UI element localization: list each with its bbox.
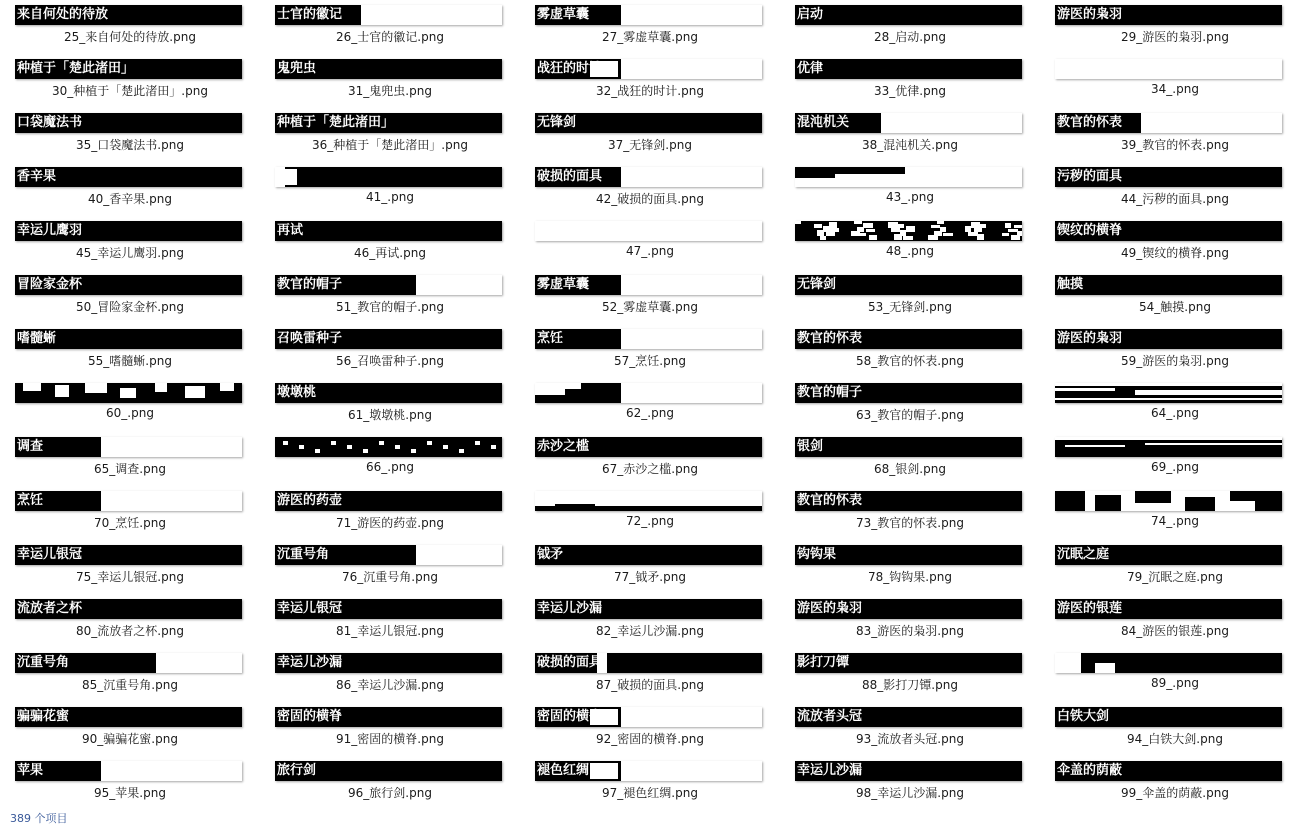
file-name-label: 80_流放者之杯.png (76, 624, 184, 638)
thumbnail-text: 口袋魔法书 (17, 115, 83, 130)
thumbnail-text: 触摸 (1057, 277, 1084, 292)
file-name-label: 72_.png (626, 514, 674, 528)
file-thumbnail (795, 761, 1022, 781)
file-item[interactable] (1040, 54, 1296, 108)
file-thumbnail (1055, 761, 1282, 781)
file-name-label: 71_游医的药壶.png (336, 516, 444, 530)
file-thumbnail (795, 221, 1022, 241)
file-item[interactable] (780, 54, 1040, 108)
file-name-label: 82_幸运儿沙漏.png (596, 624, 704, 638)
file-item[interactable] (520, 648, 780, 702)
thumbnail-text: 鬼兜虫 (277, 61, 317, 76)
file-item[interactable] (520, 324, 780, 378)
file-item[interactable] (260, 648, 520, 702)
file-item[interactable] (1040, 216, 1296, 270)
file-thumbnail (795, 653, 1022, 673)
file-name-label: 47_.png (626, 244, 674, 258)
thumbnail-text: 教官的怀表 (797, 493, 863, 508)
file-thumbnail (795, 599, 1022, 619)
file-thumbnail (275, 761, 502, 781)
thumbnail-text: 游医的银莲 (1057, 601, 1123, 616)
file-name-label: 75_幸运儿银冠.png (76, 570, 184, 584)
file-thumbnail (535, 113, 762, 133)
thumbnail-text: 密固的横脊 (537, 709, 603, 724)
file-item[interactable] (0, 594, 260, 648)
file-name-label: 57_烹饪.png (614, 354, 686, 368)
thumbnail-text: 教官的怀表 (1057, 115, 1123, 130)
file-name-label: 70_烹饪.png (94, 516, 166, 530)
file-item[interactable] (260, 540, 520, 594)
file-item[interactable] (1040, 162, 1296, 216)
file-item[interactable] (520, 702, 780, 756)
file-name-label: 49_锲纹的横脊.png (1121, 246, 1229, 260)
file-thumbnail (275, 59, 502, 79)
thumbnail-text: 幸运儿沙漏 (537, 601, 603, 616)
file-name-label: 76_沉重号角.png (342, 570, 438, 584)
file-name-label: 65_调查.png (94, 462, 166, 476)
file-thumbnail (275, 491, 502, 511)
file-item[interactable] (260, 702, 520, 756)
file-item[interactable] (260, 486, 520, 540)
file-name-label: 94_白铁大剑.png (1127, 732, 1223, 746)
file-name-label: 41_.png (366, 190, 414, 204)
thumbnail-text: 幸运儿沙漏 (277, 655, 343, 670)
file-thumbnail (275, 5, 502, 25)
file-item[interactable] (0, 54, 260, 108)
file-item[interactable] (780, 108, 1040, 162)
file-thumbnail (795, 383, 1022, 403)
thumbnail-text: 钺矛 (537, 547, 564, 562)
file-item[interactable] (780, 0, 1040, 54)
file-item[interactable] (1040, 108, 1296, 162)
file-name-label: 62_.png (626, 406, 674, 420)
file-name-label: 88_影打刀镡.png (862, 678, 958, 692)
thumbnail-text: 烹饪 (17, 493, 44, 508)
file-thumbnail (535, 707, 762, 727)
file-name-label: 91_密固的横脊.png (336, 732, 444, 746)
file-name-label: 51_教官的帽子.png (336, 300, 444, 314)
thumbnail-text: 破损的面具 (537, 169, 603, 184)
file-thumbnail (795, 545, 1022, 565)
file-thumbnail (275, 653, 502, 673)
file-item[interactable] (0, 108, 260, 162)
file-name-label: 55_嗜髓蜥.png (88, 354, 172, 368)
file-name-label: 64_.png (1151, 406, 1199, 420)
file-thumbnail (535, 437, 762, 457)
file-item[interactable] (1040, 270, 1296, 324)
file-item[interactable] (780, 324, 1040, 378)
thumbnail-text: 骗骗花蜜 (17, 709, 70, 724)
file-name-label: 74_.png (1151, 514, 1199, 528)
thumbnail-text: 沉眠之庭 (1057, 547, 1110, 562)
file-name-label: 60_.png (106, 406, 154, 420)
file-item[interactable] (780, 648, 1040, 702)
file-name-label: 25_来自何处的待放.png (64, 30, 196, 44)
file-thumbnail (1055, 167, 1282, 187)
thumbnail-text: 幸运儿沙漏 (797, 763, 863, 778)
thumbnail-text: 沉重号角 (277, 547, 330, 562)
thumbnail-text: 流放者之杯 (17, 601, 83, 616)
file-name-label: 89_.png (1151, 676, 1199, 690)
file-thumbnail (535, 653, 762, 673)
file-name-label: 69_.png (1151, 460, 1199, 474)
file-thumbnail (535, 59, 762, 79)
thumbnail-text: 幸运儿银冠 (17, 547, 83, 562)
file-thumbnail (275, 113, 502, 133)
file-thumbnail (1055, 275, 1282, 295)
file-thumbnail (535, 491, 762, 511)
file-thumbnail (275, 599, 502, 619)
file-name-label: 73_教官的怀表.png (856, 516, 964, 530)
file-item[interactable] (520, 486, 780, 540)
file-thumbnail (15, 761, 242, 781)
file-item[interactable] (1040, 540, 1296, 594)
file-name-label: 33_优律.png (874, 84, 946, 98)
file-name-label: 37_无锋剑.png (608, 138, 692, 152)
file-thumbnail (275, 329, 502, 349)
file-thumbnail (15, 221, 242, 241)
file-name-label: 52_雾虚草囊.png (602, 300, 698, 314)
thumbnail-text: 墩墩桃 (277, 385, 317, 400)
thumbnail-text: 伞盖的荫蔽 (1057, 763, 1123, 778)
thumbnail-text: 沉重号角 (17, 655, 70, 670)
file-item[interactable] (520, 540, 780, 594)
file-item[interactable] (780, 594, 1040, 648)
file-name-label: 45_幸运儿鹰羽.png (76, 246, 184, 260)
file-thumbnail (535, 221, 762, 241)
thumbnail-text: 再试 (277, 223, 304, 238)
thumbnail-text: 教官的怀表 (797, 331, 863, 346)
file-name-label: 58_教官的怀表.png (856, 354, 964, 368)
thumbnail-text: 幸运儿鹰羽 (17, 223, 83, 238)
thumbnail-text: 赤沙之槛 (537, 439, 590, 454)
file-name-label: 77_钺矛.png (614, 570, 686, 584)
file-thumbnail (275, 545, 502, 565)
file-item[interactable] (0, 324, 260, 378)
thumbnail-text: 污秽的面具 (1057, 169, 1123, 184)
thumbnail-text: 士官的徽记 (277, 7, 343, 22)
file-item[interactable] (520, 162, 780, 216)
file-name-label: 87_破损的面具.png (596, 678, 704, 692)
file-item[interactable] (260, 108, 520, 162)
thumbnail-text: 密固的横脊 (277, 709, 343, 724)
file-item[interactable] (260, 270, 520, 324)
thumbnail-text: 雾虚草囊 (537, 7, 590, 22)
file-item[interactable] (0, 378, 260, 432)
status-bar-item-count: 389 个项目 (10, 812, 68, 825)
file-thumbnail (795, 707, 1022, 727)
file-name-label: 48_.png (886, 244, 934, 258)
thumbnail-text: 混沌机关 (797, 115, 850, 130)
thumbnail-text: 无锋剑 (797, 277, 837, 292)
file-name-label: 56_召唤雷种子.png (336, 354, 444, 368)
file-item[interactable] (780, 378, 1040, 432)
file-item[interactable] (520, 432, 780, 486)
thumbnail-text: 调查 (17, 439, 44, 454)
file-item[interactable] (260, 378, 520, 432)
file-name-label: 67_赤沙之槛.png (602, 462, 698, 476)
thumbnail-text: 来自何处的待放 (17, 7, 109, 22)
file-name-label: 83_游医的枭羽.png (856, 624, 964, 638)
file-thumbnail (795, 59, 1022, 79)
file-item[interactable] (1040, 594, 1296, 648)
file-item[interactable] (780, 432, 1040, 486)
file-item[interactable] (520, 54, 780, 108)
file-item[interactable] (520, 756, 780, 810)
file-name-label: 93_流放者头冠.png (856, 732, 964, 746)
thumbnail-text: 幸运儿银冠 (277, 601, 343, 616)
file-item[interactable] (260, 216, 520, 270)
file-name-label: 85_沉重号角.png (82, 678, 178, 692)
file-item[interactable] (260, 432, 520, 486)
file-item[interactable] (0, 162, 260, 216)
file-thumbnail (1055, 491, 1282, 511)
file-thumbnail (15, 329, 242, 349)
file-item[interactable] (780, 486, 1040, 540)
file-thumbnail (1055, 707, 1282, 727)
file-item[interactable] (0, 270, 260, 324)
file-name-label: 61_墩墩桃.png (348, 408, 432, 422)
file-name-label: 35_口袋魔法书.png (76, 138, 184, 152)
thumbnail-text: 苹果 (17, 763, 44, 778)
thumbnail-text: 启动 (797, 7, 824, 22)
file-thumbnail (535, 5, 762, 25)
file-item[interactable] (0, 216, 260, 270)
file-thumbnail (1055, 221, 1282, 241)
file-name-label: 42_破损的面具.png (596, 192, 704, 206)
thumbnail-text: 战狂的时计 (537, 61, 603, 76)
file-item[interactable] (0, 486, 260, 540)
file-thumbnail (535, 545, 762, 565)
file-thumbnail (1055, 5, 1282, 25)
file-thumbnail (795, 167, 1022, 187)
file-name-label: 66_.png (366, 460, 414, 474)
thumbnail-text: 召唤雷种子 (277, 331, 343, 346)
file-name-label: 27_雾虚草囊.png (602, 30, 698, 44)
file-thumbnail (1055, 437, 1282, 457)
thumbnail-text: 无锋剑 (537, 115, 577, 130)
file-thumbnail (275, 707, 502, 727)
thumbnail-text: 影打刀镡 (797, 655, 850, 670)
file-item[interactable] (1040, 702, 1296, 756)
thumbnail-text: 冒险家金杯 (17, 277, 83, 292)
file-thumbnail (15, 653, 242, 673)
file-thumbnail (15, 275, 242, 295)
file-name-label: 68_银剑.png (874, 462, 946, 476)
file-name-label: 99_伞盖的荫蔽.png (1121, 786, 1229, 800)
file-item[interactable] (1040, 432, 1296, 486)
file-thumbnail (1055, 599, 1282, 619)
file-thumbnail (795, 275, 1022, 295)
file-name-label: 43_.png (886, 190, 934, 204)
thumbnail-text: 锲纹的横脊 (1057, 223, 1123, 238)
file-name-label: 50_冒险家金杯.png (76, 300, 184, 314)
file-item[interactable] (260, 0, 520, 54)
file-name-label: 96_旅行剑.png (348, 786, 432, 800)
file-thumbnail (1055, 329, 1282, 349)
file-name-label: 79_沉眠之庭.png (1127, 570, 1223, 584)
thumbnail-text: 烹饪 (537, 331, 564, 346)
file-name-label: 44_污秽的面具.png (1121, 192, 1229, 206)
file-name-label: 81_幸运儿银冠.png (336, 624, 444, 638)
thumbnail-text: 教官的帽子 (797, 385, 863, 400)
file-thumbnail (1055, 59, 1282, 79)
file-item[interactable] (260, 162, 520, 216)
file-thumbnail (15, 437, 242, 457)
file-item[interactable] (520, 378, 780, 432)
thumbnail-text: 游医的药壶 (277, 493, 343, 508)
file-item[interactable] (780, 162, 1040, 216)
file-item[interactable] (0, 540, 260, 594)
file-item[interactable] (520, 0, 780, 54)
file-item[interactable] (780, 756, 1040, 810)
file-item[interactable] (1040, 378, 1296, 432)
file-item[interactable] (1040, 324, 1296, 378)
thumbnail-text: 银剑 (797, 439, 824, 454)
file-item[interactable] (1040, 486, 1296, 540)
thumbnail-text: 游医的枭羽 (1057, 7, 1123, 22)
file-name-label: 53_无锋剑.png (868, 300, 952, 314)
file-thumbnail (795, 437, 1022, 457)
file-name-label: 90_骗骗花蜜.png (82, 732, 178, 746)
file-item[interactable] (260, 54, 520, 108)
file-thumbnail (795, 491, 1022, 511)
thumbnail-text: 褪色红绸 (537, 763, 590, 778)
file-thumbnail (535, 599, 762, 619)
file-thumbnail (535, 383, 762, 403)
file-item[interactable] (1040, 0, 1296, 54)
file-item[interactable] (260, 324, 520, 378)
file-thumbnail (15, 59, 242, 79)
file-item[interactable] (780, 540, 1040, 594)
thumbnail-text: 优律 (797, 61, 824, 76)
file-thumbnail (275, 437, 502, 457)
thumbnail-text: 种植于「楚此渚田」 (277, 115, 395, 130)
file-name-label: 30_种植于「楚此渚田」.png (52, 84, 208, 98)
file-thumbnail (275, 383, 502, 403)
file-thumbnail (535, 167, 762, 187)
thumbnail-text: 游医的枭羽 (1057, 331, 1123, 346)
file-item[interactable] (520, 108, 780, 162)
file-item[interactable] (0, 0, 260, 54)
thumbnail-text: 嗜髓蜥 (17, 331, 57, 346)
file-name-label: 84_游医的银莲.png (1121, 624, 1229, 638)
thumbnail-text: 旅行剑 (277, 763, 317, 778)
file-name-label: 86_幸运儿沙漏.png (336, 678, 444, 692)
file-thumbnail (15, 599, 242, 619)
file-item[interactable] (520, 216, 780, 270)
file-thumbnail (795, 329, 1022, 349)
file-item[interactable] (520, 270, 780, 324)
file-name-label: 28_启动.png (874, 30, 946, 44)
file-name-label: 32_战狂的时计.png (596, 84, 704, 98)
thumbnail-text: 种植于「楚此渚田」 (17, 61, 135, 76)
file-thumbnail (795, 113, 1022, 133)
file-thumbnail (795, 5, 1022, 25)
thumbnail-text: 雾虚草囊 (537, 277, 590, 292)
file-thumbnail (1055, 545, 1282, 565)
file-thumbnail (535, 329, 762, 349)
file-item[interactable] (520, 594, 780, 648)
file-thumbnail (275, 221, 502, 241)
file-thumbnail (535, 275, 762, 295)
file-thumbnail (15, 545, 242, 565)
file-item[interactable] (0, 432, 260, 486)
file-name-label: 36_种植于「楚此渚田」.png (312, 138, 468, 152)
file-thumbnail (15, 113, 242, 133)
file-name-label: 26_士官的徽记.png (336, 30, 444, 44)
file-thumbnail (15, 491, 242, 511)
file-name-label: 46_再试.png (354, 246, 426, 260)
file-name-label: 97_褪色红绸.png (602, 786, 698, 800)
file-item[interactable] (0, 756, 260, 810)
file-thumbnail (1055, 113, 1282, 133)
file-thumbnail (535, 761, 762, 781)
file-item[interactable] (260, 594, 520, 648)
file-name-label: 59_游医的枭羽.png (1121, 354, 1229, 368)
file-item[interactable] (1040, 648, 1296, 702)
thumbnail-text: 白铁大剑 (1057, 709, 1110, 724)
file-item[interactable] (780, 270, 1040, 324)
file-thumbnail (15, 383, 242, 403)
file-item[interactable] (0, 648, 260, 702)
file-name-label: 63_教官的帽子.png (856, 408, 964, 422)
file-item[interactable] (780, 702, 1040, 756)
file-item[interactable] (780, 216, 1040, 270)
thumbnail-text: 破损的面具 (537, 655, 603, 670)
thumbnail-text: 游医的枭羽 (797, 601, 863, 616)
file-thumbnail (275, 275, 502, 295)
file-name-label: 29_游医的枭羽.png (1121, 30, 1229, 44)
file-thumbnail (15, 5, 242, 25)
thumbnail-text: 流放者头冠 (797, 709, 863, 724)
file-thumbnail (275, 167, 502, 187)
thumbnail-text: 教官的帽子 (277, 277, 343, 292)
file-name-label: 98_幸运儿沙漏.png (856, 786, 964, 800)
file-name-label: 78_钩钩果.png (868, 570, 952, 584)
file-thumbnail (1055, 653, 1282, 673)
file-name-label: 38_混沌机关.png (862, 138, 958, 152)
file-name-label: 34_.png (1151, 82, 1199, 96)
file-name-label: 54_触摸.png (1139, 300, 1211, 314)
thumbnail-text: 钩钩果 (797, 547, 837, 562)
file-name-label: 40_香辛果.png (88, 192, 172, 206)
file-item[interactable] (0, 702, 260, 756)
file-item[interactable] (260, 756, 520, 810)
file-name-label: 31_鬼兜虫.png (348, 84, 432, 98)
file-name-label: 92_密固的横脊.png (596, 732, 704, 746)
file-thumbnail (1055, 383, 1282, 403)
file-item[interactable] (1040, 756, 1296, 810)
file-thumbnail (15, 167, 242, 187)
thumbnail-text: 香辛果 (17, 169, 57, 184)
file-name-label: 95_苹果.png (94, 786, 166, 800)
file-thumbnail (15, 707, 242, 727)
file-name-label: 39_教官的怀表.png (1121, 138, 1229, 152)
